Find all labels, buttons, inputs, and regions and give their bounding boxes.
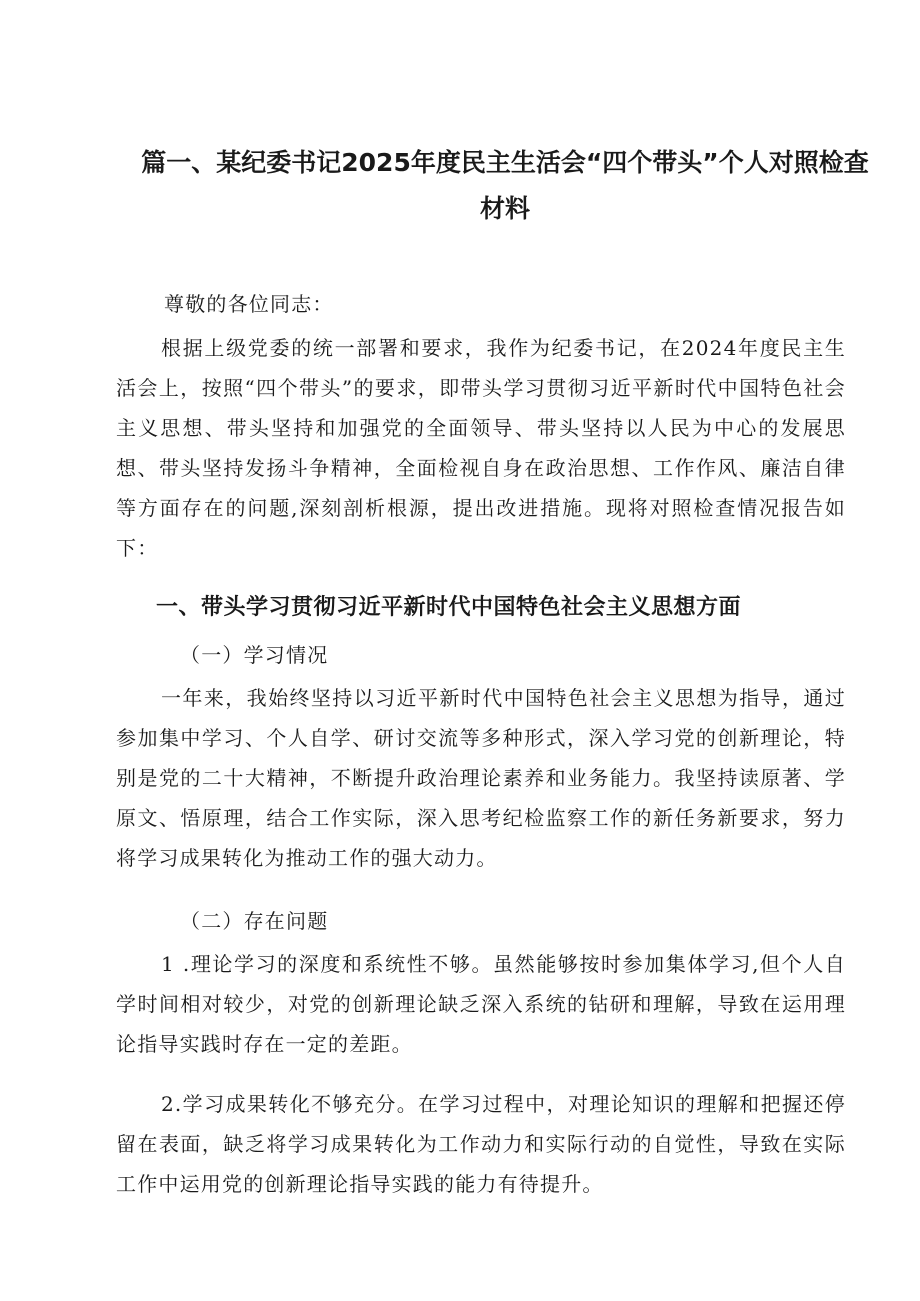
title-line-2: 材料 — [479, 194, 530, 223]
document-body — [116, 280, 846, 1204]
document-title — [120, 140, 890, 232]
problem-item-1: 1 .理论学习的深度和系统性不够。虽然能够按时参加集体学习,但个人自学时间相对较少，对党的创新理论缺乏深入系统的钻研和理解，导致在运用理论指导实践时存在一定的差距。 — [116, 952, 846, 1056]
study-paragraph: 一年来，我始终坚持以习近平新时代中国特色社会主义思想为指导，通过参加集中学习、个人自学、研讨交流等多种形式，深入学习党的创新理论，特别是党的二十大精神，不断提升政治理论素养和业务能力。我坚持读原著、学原文、悟原理，结合工作实际，深入思考纪检监察工作的新任务新要求，努力将学习成果转化为推动工作的强大动力。 — [116, 686, 846, 870]
problem-item-2: 2.学习成果转化不够充分。在学习过程中，对理论知识的理解和把握还停留在表面，缺乏将学习成果转化为工作动力和实际行动的自觉性，导致在实际工作中运用党的创新理论指导实践的能力有待提升。 — [116, 1092, 846, 1196]
intro-paragraph: 根据上级党委的统一部署和要求，我作为纪委书记，在2024年度民主生活会上，按照“四个带头”的要求，即带头学习贯彻习近平新时代中国特色社会主义思想、带头坚持和加强党的全面领导、带头坚持以人民为中心的发展思想、带头坚持发扬斗争精神，全面检视自身在政治思想、工作作风、廉洁自律等方面存在的问题,深刻剖析根源，提出改进措施。现将对照检查情况报告如下： — [116, 336, 846, 560]
section-heading-1: 一、带头学习贯彻习近平新时代中国特色社会主义思想方面 — [156, 595, 742, 620]
sub-heading-study: （一）学习情况 — [180, 643, 329, 667]
greeting: 尊敬的各位同志： — [164, 292, 334, 316]
title-line-1: 篇一、某纪委书记2025年度民主生活会“四个带头”个人对照检查 — [141, 148, 869, 177]
sub-heading-problems: （二）存在问题 — [180, 909, 329, 933]
